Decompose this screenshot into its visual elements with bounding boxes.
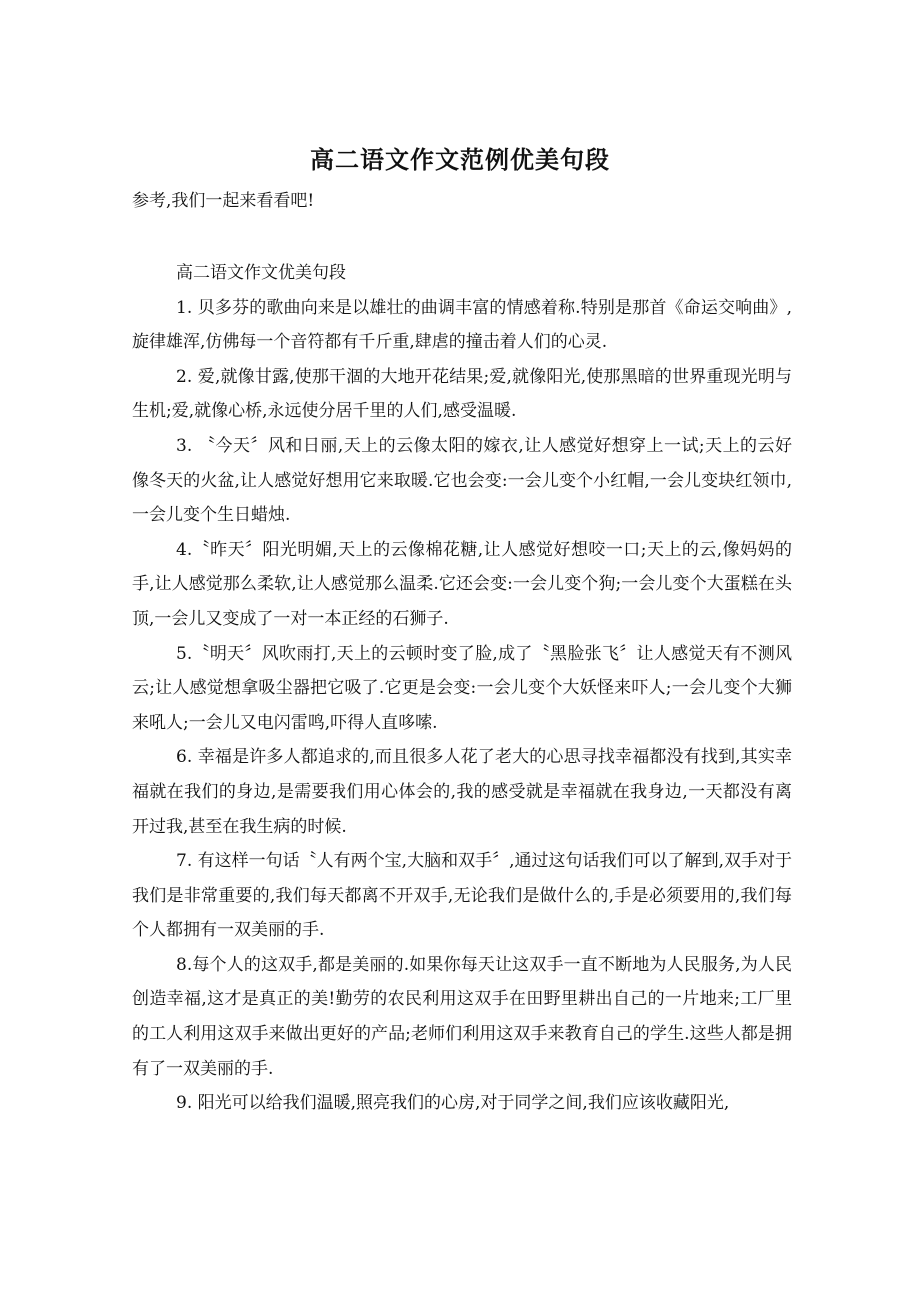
paragraph-8: 8.每个人的这双手,都是美丽的.如果你每天让这双手一直不断地为人民服务,为人民创造幸福,这才是真正的美!勤劳的农民利用这双手在田野里耕出自己的一片地来;工厂里的工人利用这双手来做出更好的产品;老师们利用这双手来教育自己的学生.这些人都是拥有了一双美丽的手. xyxy=(132,954,792,1079)
paragraph-3: 3. 〝今天〞风和日丽,天上的云像太阳的嫁衣,让人感觉好想穿上一试;天上的云好像冬天的火盆,让人感觉好想用它来取暖.它也会变:一会儿变个小红帽,一会儿变块红领巾,一会儿变个生日蜡烛. xyxy=(132,435,792,526)
document-title: 高二语文作文范例优美句段 xyxy=(310,145,610,174)
paragraph-1: 1. 贝多芬的歌曲向来是以雄壮的曲调丰富的情感着称.特别是那首《命运交响曲》,旋律雄浑,仿佛每一个音符都有千斤重,肆虐的撞击着人们的心灵. xyxy=(132,297,792,353)
paragraph-9: 9. 阳光可以给我们温暖,照亮我们的心房,对于同学之间,我们应该收藏阳光, xyxy=(176,1093,730,1114)
paragraph-7: 7. 有这样一句话〝人有两个宝,大脑和双手〞,通过这句话我们可以了解到,双手对于我们是非常重要的,我们每天都离不开双手,无论我们是做什么的,手是必须要用的,我们每个人都拥有一双美丽的手. xyxy=(132,851,792,941)
intro-text: 参考,我们一起来看看吧! xyxy=(132,191,315,211)
paragraph-2: 2. 爱,就像甘露,使那干涸的大地开花结果;爱,就像阳光,使那黑暗的世界重现光明与生机;爱,就像心桥,永远使分居千里的人们,感受温暖. xyxy=(132,366,792,422)
document-body xyxy=(132,256,792,1121)
section-subheading: 高二语文作文优美句段 xyxy=(176,263,346,283)
paragraph-5: 5.〝明天〞风吹雨打,天上的云顿时变了脸,成了〝黑脸张飞〞让人感觉天有不测风云;让人感觉想拿吸尘器把它吸了.它更是会变:一会儿变个大妖怪来吓人;一会儿变个大狮来吼人;一会儿又电闪雷鸣,吓得人直哆嗦. xyxy=(132,643,792,733)
paragraph-6: 6. 幸福是许多人都追求的,而且很多人花了老大的心思寻找幸福都没有找到,其实幸福就在我们的身边,是需要我们用心体会的,我的感受就是幸福就在我身边,一天都没有离开过我,甚至在我生病的时候. xyxy=(132,747,792,837)
paragraph-4: 4.〝昨天〞阳光明媚,天上的云像棉花糖,让人感觉好想咬一口;天上的云,像妈妈的手,让人感觉那么柔软,让人感觉那么温柔.它还会变:一会儿变个狗;一会儿变个大蛋糕在头顶,一会儿又变成了一对一本正经的石狮子. xyxy=(132,539,792,629)
